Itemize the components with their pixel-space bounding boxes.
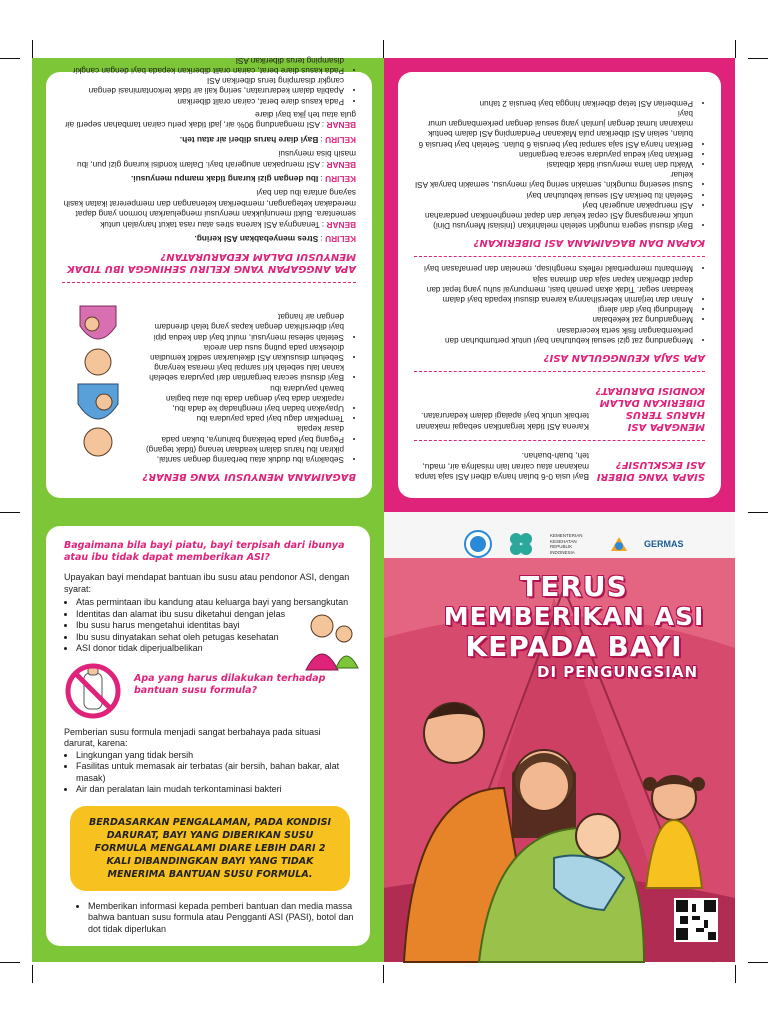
panel-cover [384,512,735,962]
list-item: • ASI donor tidak diperjualbelikan [76,643,354,655]
card-donor [46,526,370,946]
question-bayi-piatu: Bagaimana bila bayi piatu, bayi terpisah dari ibunya atau ibu tidak dapat memberikan ASI? [64,540,345,563]
list-informasi [64,901,354,936]
divider [414,256,705,257]
list-item: • Apabila dalam kedaruratan, sering kali air tidak terkontaminasi dengan cangkir disamping terus diberikan ASI [62,75,344,95]
myth-row: KELIRU : Stres menyebabkan ASI kering. [194,234,356,244]
list-item: • Tempelkan dagu bayi pada payudara ibu [140,413,344,423]
heading-mengapa: MENGAPA ASI HARUS TERUS DIBERIKAN DALAM KONDISI DARURAT? [595,384,705,432]
list-item: • Memberikan informasi kepada pemberi bantuan dan media massa bahwa bantuan susu formula atau Pengganti ASI (PASI), botol dan dot tidak diperlukan [88,901,354,936]
card-keunggulan [398,72,721,498]
germas-logo-text: GERMAS [644,539,684,549]
row-mengapa [414,378,705,432]
crop-mark [32,965,33,983]
heading-anggapan: APA ANGGAPAN YANG KELIRU SEHINGGA IBU TIDAK MENYUSUI DALAM KEDARURATAN? [66,251,356,274]
heading-kapan: KAPAN DAN BAGAIMANA ASI DIBERIKAN? [473,237,705,249]
cover-title [424,572,724,682]
list-karena [64,750,354,796]
panel-top-right [384,58,735,512]
title-line-3: KEPADA BAYI [465,630,683,663]
intro-formula: Pemberian susu formula menjadi sangat berbahaya pada situasi darurat, karena: [64,726,321,748]
title-line-2: MEMBERIKAN ASI [443,602,705,631]
crop-mark [383,40,384,58]
text-mengapa: Karena ASI tidak tergantikan sebagai makanan terbaik untuk bayi apalagi dalam kedaruratan. [416,411,589,432]
intro-donor: Upayakan bayi mendapat bantuan ibu susu atau pendonor ASI, dengan syarat: [64,572,350,594]
list-item: • Sebaiknya ibu duduk atau berbaring dengan santai, pikiran ibu harus dalam keadaan tenang (tidak tegang) [140,444,344,464]
list-item: • Pada kasus diare berat, cairan oralit diberikan kepada bayi dengan cangkir disamping terus diberikan ASI [62,55,344,75]
heading-bagaimana: BAGAIMANA MENYUSUI YANG BENAR? [142,471,356,482]
row-sapa [414,447,705,482]
list-item: • Membantu memperbaiki refleks menghisap, menelan dan pernafasan bayi [414,263,693,273]
list-item: • ASI merupakan anugerah bayi [414,200,693,210]
list-item: • Waktu dan lama menyusui tidak dibatasi [414,159,693,169]
list-kapan [414,98,705,231]
list-item: • Melindungi bayi dari alergi [414,304,693,314]
divider [414,371,705,372]
crop-mark [0,962,20,963]
list-item: • Sebelum disusukan ASI dikeluarkan sedikit kemudian dioleskan pada puting susu dan areola [140,342,344,362]
list-keunggulan [414,263,705,345]
myth-row: KELIRU : Ibu dengan gizi kurang tidak mampu menyusui. [131,173,356,184]
crop-mark [735,40,736,58]
mother-baby-illustration [62,294,134,464]
donor-mother-illustration [300,610,364,676]
list-item: • Susui sesering mungkin, semakin sering bayi menyusu, semakin banyak ASI keluar [414,169,693,189]
title-line-1: TERUS [520,570,628,603]
list-item: • Ibu susu dinyatakan sehat oleh petugas kesehatan [76,632,354,644]
panel-bottom-left [32,512,384,962]
text-sapa: Bayi usia 0-6 bulan hanya diberi ASI saja tanpa makanan atau cairan lain misalnya air, madu, teh, buah-buahan. [415,451,589,482]
list-item: • Berikan bayi kedua payudara secara bergantian [414,149,693,159]
list-item: • Pegang bayi pada belakang bahunya, bukan pada dasar kepala [140,423,344,443]
list-item: • Ibu susu harus mengetahui identitas bayi [76,620,354,632]
list-bagaimana [140,295,356,464]
heading-apa-saja: APA SAJA KEUNGGULAN ASI? [543,351,705,363]
list-item: • Atas permintaan ibu kandung atau keluarga bayi yang bersangkutan [76,597,354,609]
crop-mark [32,40,33,58]
crop-mark [748,58,768,59]
divider [62,282,356,283]
list-item: • Pemberian ASI tetap diberikan hingga bayi berusia 2 tahun [414,98,693,108]
crop-mark [735,965,736,983]
card-menyusui [46,55,372,498]
list-item: • Aman dan terjamin kebersihannya karena disusui kepada bayi dalam keadaan segar. Tidak akan pernah basi, mempunyai suhu yang tepat dan dapat diberikan kapan saja dan dimana saja [414,273,693,304]
crop-mark [748,512,768,513]
no-bottle-icon [64,663,124,719]
crop-mark [0,512,20,513]
list-item: • Mengandung zat kekebalan [414,314,693,324]
list-item: • Berikan hanya ASI saja sampai bayi berusia 6 bulan. Setelah bayi berusia 6 bulan, selain ASI diberikan pula Makanan Pendamping ASI dalam bentuk makanan lumat dengan jumlah yang sesuai dengan perkembangan umur bayi [414,108,693,149]
list-item: • Identitas dan alamat ibu susu diketahui dengan jelas [76,609,354,621]
breastfeeding-illustrations [62,289,134,464]
list-item: • Fasilitas untuk memasak air terbatas (air bersih, bahan bakar, alat masak) [76,761,354,784]
fact-row: BENAR : ASI mengandung 90% air, jadi tidak perlu cairan tambahan seperti air gula atau teh jika bayi diare [64,109,356,131]
panel-top-left [32,55,384,512]
qr-code-icon [676,900,716,940]
logo-bar [464,526,724,562]
kemenkes-logo-text: KEMENTERIAN KESEHATAN REPUBLIK INDONESIA [550,533,583,555]
qr-code [674,898,718,942]
highlight-text: BERDASARKAN PENGALAMAN, PADA KONDISI DARURAT, BAYI YANG DIBERIKAN SUSU FORMULA MENGALAMI DIARE LEBIH DARI 2 KALI DIBANDINGKAN BAYI YANG TIDAK MENERIMA BANTUAN SUSU FORMULA. [89,816,331,880]
list-item: • Upayakan badan bayi menghadap ke dada ibu, rapatkan dada bayi dengan dada ibu atau bagian bawah payudara ibu [140,382,344,413]
list-item: • Bayi disusui secara bergantian dari payudara sebelah kanan lalu sebelah kiri sampai bayi merasa kenyang [140,362,344,382]
list-item: • Lingkungan yang tidak bersih [76,750,354,762]
subtitle: DI PENGUNGSIAN [537,663,698,681]
pengungsian-logo-icon [464,530,492,558]
fact-row: BENAR : Tenangnya ASI karena stres atau rasa takut hanyalah untuk sementara. Bukti menunjukkan menyusui mengeluarkan hormon yang dapat meredakan ketegangan, memberikan ketenangan dan mempererat ikatan kasih sayang antara ibu dan bayi [63,188,356,230]
highlight-box [70,806,350,891]
crop-mark [0,58,20,59]
list-item: • Setelah selesai menyusui, mulut bayi dan kedua pipi bayi dibersihkan dengan kapas yang telah direndam dengan air hangat [140,311,344,342]
list-item: • Bayi disusui segera mungkin setelah melahirkan (Inisiasi Menyusu Dini) untuk merangsang ASI cepat keluar dan dapat menghentikan pendarahan [414,210,693,230]
myth-row: KELIRU : Bayi diare harus diberi air atau teh. [179,134,356,145]
list-item: • Air dan peralatan lain mudah terkontaminasi bakteri [76,784,354,796]
crop-mark [383,965,384,983]
list-diare [62,55,356,106]
heading-sapa: SIAPA YANG DIBERI ASI EKSKLUSIF? [596,459,705,482]
crop-mark [748,962,768,963]
list-item: • Mengandung zat gizi sesuai kebutuhan bayi untuk pertumbuhan dan perkembangan fisik serta kecerdasan [414,324,693,344]
list-item: • Setelah itu berikan ASI sesuai kebutuhan bayi [414,189,693,199]
list-item: • Pada kasus diare berat, cairan oralit diberikan [62,95,344,105]
kemenkes-logo-icon [506,530,536,558]
divider [414,440,705,441]
question-susu-formula: Apa yang harus dilakukan terhadap bantuan susu formula? [134,672,326,696]
fact-row: BENAR : ASI merupakan anugerah bayi. Dalam kondisi kurang gizi pun, ibu masih bisa menyusui [76,149,356,170]
germas-logo-icon [608,533,630,555]
